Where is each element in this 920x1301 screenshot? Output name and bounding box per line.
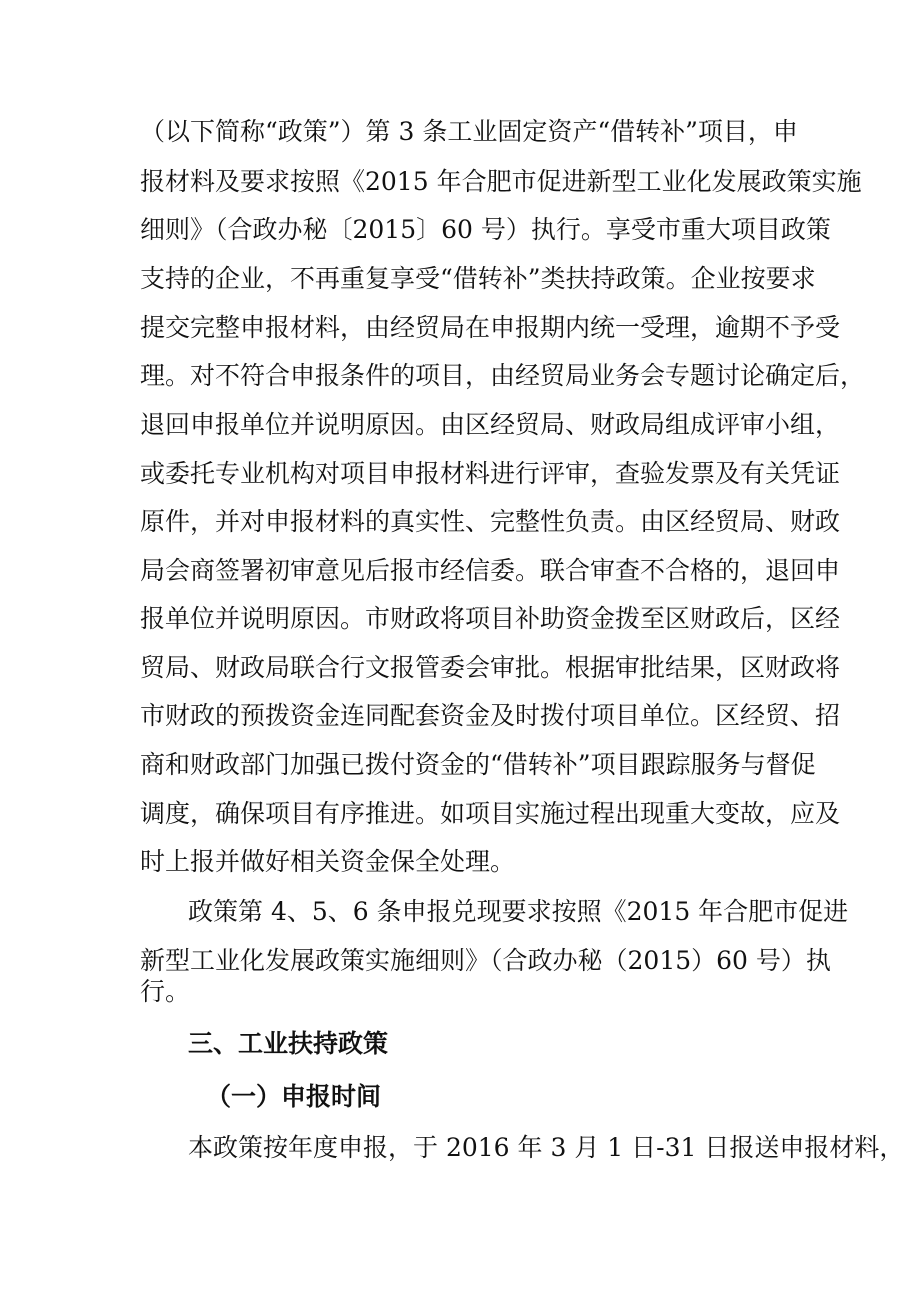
paragraph-1-line-9: 原件，并对申报材料的真实性、完整性负责。由区经贸局、财政: [140, 507, 841, 536]
paragraph-1-line-2: 报材料及要求按照《2015 年合肥市促进新型工业化发展政策实施: [140, 167, 862, 196]
paragraph-1-line-10: 局会商签署初审意见后报市经信委。联合审查不合格的，退回申: [140, 556, 841, 585]
paragraph-1-line-7: 退回申报单位并说明原因。由区经贸局、财政局组成评审小组，: [140, 410, 841, 439]
paragraph-1-line-4: 支持的企业，不再重复享受“借转补”类扶持政策。企业按要求: [140, 264, 816, 293]
paragraph-1-line-8: 或委托专业机构对项目申报材料进行评审，查验发票及有关凭证: [140, 459, 841, 488]
paragraph-1-line-13: 市财政的预拨资金连同配套资金及时拨付项目单位。区经贸、招: [140, 701, 841, 730]
paragraph-3-line-1: 本政策按年度申报，于 2016 年 3 月 1 日-31 日报送申报材料，: [188, 1133, 905, 1162]
paragraph-1-line-3: 细则》（合政办秘〔2015〕60 号）执行。享受市重大项目政策: [140, 215, 831, 244]
paragraph-1-line-5: 提交完整申报材料，由经贸局在申报期内统一受理，逾期不予受: [140, 313, 841, 342]
paragraph-2-line-3: 行。: [140, 977, 191, 1006]
subsection-heading: （一）申报时间: [206, 1082, 382, 1111]
paragraph-1-line-14: 商和财政部门加强已拨付资金的“借转补”项目跟踪服务与督促: [140, 750, 816, 779]
paragraph-2-line-2: 新型工业化发展政策实施细则》（合政办秘（2015）60 号）执: [140, 946, 831, 975]
section-heading: 三、工业扶持政策: [188, 1029, 389, 1058]
paragraph-1-line-6: 理。对不符合申报条件的项目，由经贸局业务会专题讨论确定后，: [140, 361, 866, 390]
paragraph-2-line-1: 政策第 4、5、6 条申报兑现要求按照《2015 年合肥市促进: [188, 897, 849, 926]
paragraph-1-line-1: （以下简称“政策”）第 3 条工业固定资产“借转补”项目，申: [140, 117, 798, 146]
paragraph-1-line-15: 调度，确保项目有序推进。如项目实施过程出现重大变故，应及: [140, 799, 841, 828]
paragraph-1-line-11: 报单位并说明原因。市财政将项目补助资金拨至区财政后，区经: [140, 604, 841, 633]
paragraph-1-line-12: 贸局、财政局联合行文报管委会审批。根据审批结果，区财政将: [140, 653, 841, 682]
paragraph-1-line-16: 时上报并做好相关资金保全处理。: [140, 847, 516, 876]
